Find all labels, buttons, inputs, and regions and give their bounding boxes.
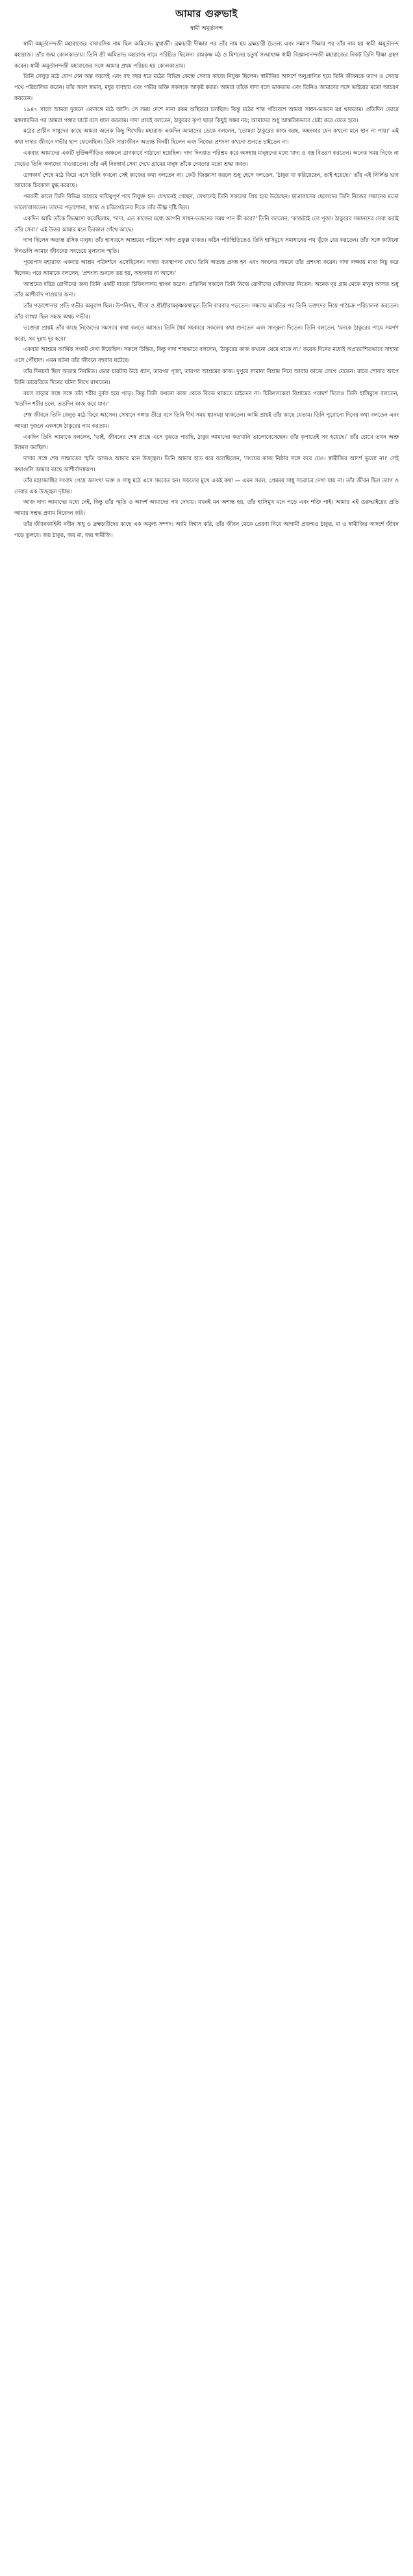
body-paragraph: তাঁর জীবনকাহিনী নবীন সাধু ও ব্রহ্মচারীদের কাছে এক অমূল্য সম্পদ। আমি বিশ্বাস করি, তাঁর জীবন থেকে প্রেরণা নিয়ে আগামী প্রজন্মও ঠাকুর, মা ও স্বামীজির আদর্শে জীবন গড়ে তুলবে। জয় ঠাকুর, জয় মা, জয় স্বামীজি।	[14, 521, 399, 538]
body-paragraph: দাদা ছিলেন অত্যন্ত রসিক মানুষ। তাঁর হাস্যরসে আশ্রমের পরিবেশ সর্বদা প্রফুল্ল থাকত। কঠিন পরিস্থিতিতেও তিনি হাসিমুখে সমাধানের পথ খুঁজে বের করতেন। তাঁর সঙ্গে কাটানো দিনগুলি আমার জীবনের সবচেয়ে মূল্যবান স্মৃতি।	[14, 237, 399, 255]
body-paragraph: ১৯৪৭ সালে আমরা দুজনে একসঙ্গে মঠে আসি। সে সময় দেশে নানা রকম অস্থিরতা চলছিল। কিন্তু মঠের শান্ত পরিবেশে আমরা সাধন-ভজনে মগ্ন থাকতাম। প্রতিদিন ভোরে মঙ্গলারতির পর আমরা গঙ্গার ঘাটে বসে ধ্যান করতাম। দাদা প্রায়ই বলতেন, ঠাকুরের কৃপা ছাড়া কিছুই সম্ভব নয়; আমাদের শুধু আন্তরিকভাবে চেষ্টা করে যেতে হবে।	[14, 105, 399, 124]
body-paragraph: বয়স বাড়ার সঙ্গে সঙ্গে তাঁর শরীর দুর্বল হয়ে পড়ে। কিন্তু তিনি কখনো কাজ থেকে বিরত থাকতে চাইতেন না। চিকিৎসকেরা বিশ্রামের পরামর্শ দিলেও তিনি হাসিমুখে বলতেন, 'যতদিন শরীর চলে, ততদিন কাজ করে যাব।'	[14, 389, 399, 408]
body-paragraph: ভক্তেরা প্রায়ই তাঁর কাছে নিজেদের সমস্যার কথা বলতে আসত। তিনি ধৈর্য সহকারে সকলের কথা শুনতেন এবং সান্ত্বনা দিতেন। তিনি বলতেন, 'মনকে ঠাকুরের পায়ে সমর্পণ করো, সব দুঃখ দূর হবে।'	[14, 324, 399, 342]
article-body	[14, 38, 399, 541]
article-author: স্বামী অমূর্তানন্দ	[190, 25, 223, 32]
body-paragraph: তাঁর মহাসমাধির সংবাদ পেয়ে অসংখ্য ভক্ত ও সাধু মঠে এসে সমবেত হন। সকলের মুখে একই কথা — এমন সরল, প্রেমময় সাধু সচরাচর দেখা যায় না। তাঁর জীবন ছিল ত্যাগ ও সেবার এক উজ্জ্বল দৃষ্টান্ত।	[14, 476, 399, 495]
body-paragraph: স্বামী অমূর্তানন্দজী মহারাজের বাবারসিক নাম ছিল অমিতাভ মুখার্জী। ব্রহ্মচারী দীক্ষার পর তাঁর নাম হয় ব্রহ্মচারী চৈতন্য এবং সন্ন্যাস দীক্ষার পর তাঁর নাম হয় স্বামী অমূর্তানন্দ মহারাজ। তাঁর জন্ম কোলকাতায়। তিনি শ্রী অমিতাভ মহারাজ নামে পরিচিত ছিলেন। রামকৃষ্ণ মঠ ও মিশনের চতুর্থ সংঘাধ্যক্ষ স্বামী বিজ্ঞানানন্দজী মহারাজের নিকট তিনি দীক্ষা গ্রহণ করেন। স্বামী অমূর্তানন্দজী মহারাজের সঙ্গে আমার প্রথম পরিচয় হয় কোলকাতায়।	[14, 40, 399, 69]
body-paragraph: শেষ জীবনে তিনি বেলুড় মঠে ফিরে আসেন। সেখানে গঙ্গার তীরে বসে তিনি দীর্ঘ সময় ধ্যানমগ্ন থাকতেন। আমি প্রায়ই তাঁর কাছে যেতাম। তিনি পুরোনো দিনের কথা বলতেন এবং আমরা দুজনে একসঙ্গে ঠাকুরের নাম করতাম।	[14, 411, 399, 429]
body-paragraph: একদিন আমি তাঁকে জিজ্ঞাসা করেছিলাম, 'দাদা, এত কাজের মধ্যে আপনি সাধন-ভজনের সময় পান কী করে?' তিনি বললেন, 'কাজটাই তো পূজা। ঠাকুরের সন্তানদের সেবা করাই তাঁর সেবা।' এই উত্তর আমার মনে চিরকাল গেঁথে আছে।	[14, 215, 399, 233]
body-paragraph: তাঁর দিনচর্যা ছিল অত্যন্ত নিয়মিত। ভোর চারটায় উঠে ধ্যান, তারপর পূজা, তারপর আশ্রমের কাজ। দুপুরে সামান্য বিশ্রাম নিয়ে আবার কাজে লেগে যেতেন। রাতে শোবার আগে তিনি ডায়েরিতে দিনের ঘটনা লিখে রাখতেন।	[14, 367, 399, 385]
body-paragraph: একদিন তিনি আমাকে বললেন, 'ভাই, জীবনের শেষ প্রান্তে এসে বুঝতে পারছি, ঠাকুর আমাদের কতখানি ভালোবেসেছেন। তাঁর কৃপাতেই সব হয়েছে।' তাঁর চোখে তখন অশ্রু টলমল করছিল।	[14, 433, 399, 451]
body-paragraph: পূজ্যপাদ মহারাজ একবার আশ্রম পরিদর্শনে এসেছিলেন। দাদার ব্যবস্থাপনা দেখে তিনি অত্যন্ত প্রসন্ন হন এবং সকলের সামনে তাঁর প্রশংসা করেন। দাদা লজ্জায় মাথা নিচু করে ছিলেন। পরে আমাকে বললেন, 'প্রশংসা শুনলে ভয় হয়, অহংকার না আসে।'	[14, 258, 399, 276]
body-paragraph: তাঁর পড়াশোনার প্রতি গভীর অনুরাগ ছিল। উপনিষদ, গীতা ও শ্রীশ্রীরামকৃষ্ণকথামৃত তিনি বারবার পড়তেন। সন্ধ্যায় আরতির পর তিনি ভক্তদের নিয়ে পাঠচক্র পরিচালনা করতেন। তাঁর ব্যাখ্যা ছিল সহজ অথচ গভীর।	[14, 302, 399, 320]
body-paragraph: দাদার সঙ্গে শেষ সাক্ষাতের স্মৃতি আজও আমার মনে উজ্জ্বল। তিনি আমার হাত ধরে বলেছিলেন, 'সংঘের কাজ নিষ্ঠার সঙ্গে করে যেও। স্বামীজির আদর্শ ভুলো না।' সেই কথাগুলি আমার কাছে আশীর্বাদস্বরূপ।	[14, 455, 399, 473]
body-paragraph: আজ দাদা আমাদের মধ্যে নেই, কিন্তু তাঁর স্মৃতি ও আদর্শ আমাদের পথ দেখায়। যখনই মন অশান্ত হয়, তাঁর হাসিমুখ মনে পড়ে এবং শক্তি পাই। আমার এই গুরুভাইয়ের প্রতি আমার সশ্রদ্ধ প্রণাম নিবেদন করি।	[14, 499, 399, 517]
body-paragraph: একবার আমাদের একটি দুর্ভিক্ষপীড়িত অঞ্চলে ত্রাণকার্যে পাঠানো হয়েছিল। দাদা দিনরাত পরিশ্রম করে অসহায় মানুষদের মধ্যে খাদ্য ও বস্ত্র বিতরণ করতেন। অনেক সময় নিজে না খেয়েও তিনি অন্যদের খাওয়াতেন। তাঁর এই নিঃস্বার্থ সেবা দেখে গ্রামের মানুষ তাঁকে দেবতার মতো শ্রদ্ধা করত।	[14, 149, 399, 167]
body-paragraph: একবার আশ্রমে আর্থিক সংকট দেখা দিয়েছিল। সকলে চিন্তিত, কিন্তু দাদা শান্তভাবে বললেন, 'ঠাকুরের কাজ কখনো থেমে থাকে না।' কয়েক দিনের মধ্যেই অপ্রত্যাশিতভাবে সাহায্য এসে পৌঁছাল। এমন ঘটনা তাঁর জীবনে বহুবার ঘটেছে।	[14, 346, 399, 364]
article-title: আমার গুরুভাই	[175, 8, 238, 20]
body-paragraph: পরবর্তী কালে তিনি বিভিন্ন আশ্রমে দায়িত্বপূর্ণ পদে নিযুক্ত হন। যেখানেই গেছেন, সেখানেই তিনি সকলের প্রিয় হয়ে উঠেছেন। ছাত্রাবাসের ছেলেদের তিনি নিজের সন্তানের মতো ভালোবাসতেন। তাদের পড়াশোনা, স্বাস্থ্য ও চরিত্রগঠনের দিকে তাঁর তীক্ষ্ণ দৃষ্টি ছিল।	[14, 193, 399, 211]
body-paragraph: ত্রাণকার্য শেষে মঠে ফিরে এসে তিনি কখনো সেই কাজের কথা বলতেন না। কেউ জিজ্ঞাসা করলে শুধু হেসে বলতেন, 'ঠাকুর যা করিয়েছেন, তাই হয়েছে।' তাঁর এই নির্লিপ্ত ভাব আমাকে চিরকাল মুগ্ধ করেছে।	[14, 171, 399, 189]
body-paragraph: মঠের প্রাচীন সাধুদের কাছে আমরা অনেক কিছু শিখেছি। মহারাজ একদিন আমাদের ডেকে বললেন, 'তোমরা ঠাকুরের কাজ করছ, অহংকার যেন কখনো মনে স্থান না পায়।' এই কথা দাদার জীবনে গভীর ছাপ ফেলেছিল। তিনি সারাজীবন অত্যন্ত বিনয়ী ছিলেন এবং নিজের প্রশংসা কখনো শুনতে চাইতেন না।	[14, 127, 399, 146]
body-paragraph: তিনি বেলুড় মঠে যোগ দেন অল্প বয়সেই এবং বহু বছর ধরে মঠের বিভিন্ন কেন্দ্রে সেবার কাজে নিযুক্ত ছিলেন। স্বামীজির আদর্শে অনুপ্রাণিত হয়ে তিনি জীবনকে ত্যাগ ও সেবার পথে পরিচালিত করেন। তাঁর সরল স্বভাব, মধুর ব্যবহার এবং গভীর ভক্তি সকলকে আকৃষ্ট করত। আমরা তাঁকে দাদা বলে ডাকতাম এবং তিনিও আমাদের সঙ্গে ভাইয়ের মতো আচরণ করতেন।	[14, 73, 399, 101]
body-paragraph: আশ্রমের দরিদ্র রোগীদের জন্য তিনি একটি দাতব্য চিকিৎসালয় স্থাপন করেন। প্রতিদিন সকালে তিনি নিজে রোগীদের খোঁজখবর নিতেন। অনেক দূর গ্রাম থেকে মানুষ আসত শুধু তাঁর আশীর্বাদ পাওয়ার জন্য।	[14, 280, 399, 298]
